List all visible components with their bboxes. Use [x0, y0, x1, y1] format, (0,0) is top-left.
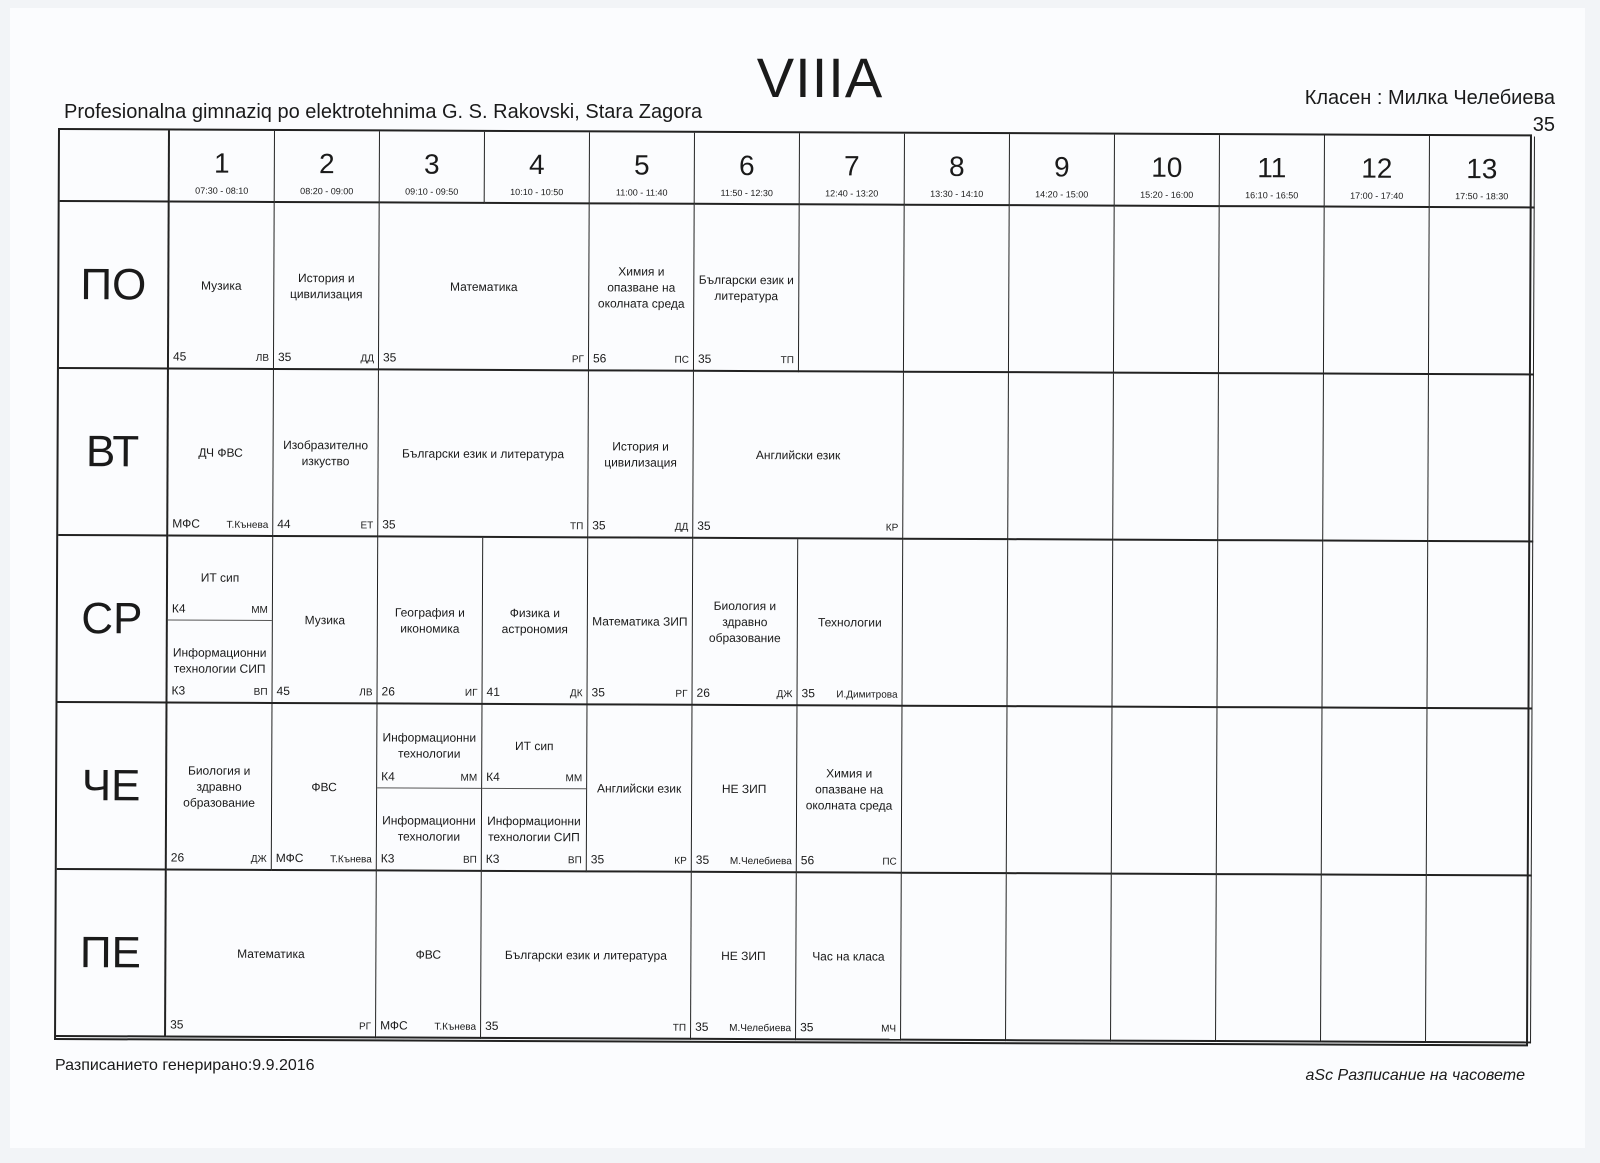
lesson-cell — [167, 703, 273, 870]
lesson-teacher: МЧ — [881, 1023, 897, 1035]
lesson-room: 35 — [800, 1020, 814, 1035]
empty-cell — [1112, 708, 1218, 875]
lesson-group-bottom — [482, 787, 586, 870]
period-time: 12:40 - 13:20 — [825, 188, 879, 199]
lesson-subject: Музика — [304, 612, 346, 627]
empty-cell — [1009, 206, 1115, 373]
empty-cell — [1218, 374, 1324, 541]
lesson-teacher: ДД — [674, 521, 689, 533]
period-header — [590, 132, 695, 204]
lesson-cell — [692, 706, 798, 873]
lesson-cell — [797, 539, 903, 706]
lesson-subject: ФВС — [311, 779, 337, 794]
lesson-cell — [274, 203, 380, 370]
lesson-cell — [376, 871, 482, 1038]
lesson-room: К3 — [171, 683, 186, 698]
lesson-teacher: РГ — [358, 1021, 372, 1033]
lesson-cell — [273, 370, 379, 537]
lesson-cell — [694, 205, 800, 372]
lesson-teacher: ВП — [462, 854, 477, 866]
lesson-cell — [169, 202, 275, 369]
lesson-cell — [482, 705, 588, 872]
period-header — [1220, 135, 1325, 207]
period-time: 16:10 - 16:50 — [1245, 190, 1299, 201]
empty-cell — [1219, 207, 1325, 374]
day-label: ЧЕ — [57, 703, 168, 870]
lesson-teacher: ЛВ — [255, 352, 270, 364]
lesson-subject: Химия и опазване на околната среда — [805, 765, 893, 813]
period-header — [695, 133, 800, 205]
period-number: 7 — [843, 150, 860, 182]
lesson-cell — [377, 704, 483, 871]
lesson-teacher: ЛВ — [359, 687, 373, 699]
empty-cell — [902, 540, 1008, 707]
lesson-teacher: И.Димитрова — [836, 689, 898, 701]
lesson-subject: ФВС — [415, 947, 442, 962]
period-time: 11:50 - 12:30 — [720, 187, 773, 199]
day-label: ПО — [59, 202, 170, 369]
lesson-teacher: Т.Кънева — [226, 519, 269, 531]
lesson-room: 35 — [592, 518, 606, 533]
empty-cell — [1426, 876, 1532, 1043]
lesson-subject: Информационни технологии — [382, 813, 476, 844]
lesson-teacher: КР — [885, 522, 899, 534]
period-number: 3 — [423, 148, 440, 180]
period-number: 11 — [1257, 152, 1287, 184]
lesson-cell — [693, 372, 904, 540]
period-header — [1115, 135, 1220, 207]
period-header — [170, 130, 275, 202]
lesson-room: 35 — [590, 852, 605, 867]
lesson-cell — [691, 873, 797, 1040]
generated-date: Разписанието генерирано:9.9.2016 — [55, 1057, 315, 1074]
period-number: 2 — [318, 148, 335, 180]
lesson-subject: Музика — [201, 278, 242, 293]
lesson-subject: Английски език — [755, 447, 841, 462]
empty-cell — [1007, 707, 1113, 874]
lesson-subject: Информационни технологии — [382, 730, 477, 762]
lesson-cell — [797, 706, 903, 873]
header-corner — [60, 130, 170, 202]
empty-cell — [902, 707, 1008, 874]
lesson-room: МФС — [172, 516, 200, 531]
lesson-subject: История и цивилизация — [604, 438, 677, 470]
period-time: 07:30 - 08:10 — [195, 185, 249, 196]
period-time: 17:00 - 17:40 — [1350, 190, 1404, 201]
lesson-subject: ИТ сип — [515, 739, 554, 754]
empty-cell — [1429, 208, 1535, 375]
empty-cell — [1323, 375, 1429, 542]
empty-cell — [1322, 542, 1428, 709]
lesson-cell — [379, 203, 590, 371]
empty-cell — [1112, 541, 1218, 708]
period-number: 10 — [1151, 151, 1183, 183]
lesson-teacher: ДД — [360, 353, 375, 365]
empty-cell — [1428, 375, 1534, 542]
period-time: 11:00 - 11:40 — [615, 187, 668, 198]
lesson-teacher: М.Челебиева — [729, 855, 792, 868]
lesson-room: 35 — [170, 1017, 184, 1032]
lesson-subject: Час на класа — [812, 948, 885, 964]
lesson-room: 35 — [695, 1019, 709, 1034]
lesson-room: 45 — [276, 683, 290, 699]
day-label: СР — [57, 536, 168, 703]
lesson-room: 45 — [172, 349, 187, 364]
lesson-teacher: РГ — [571, 354, 585, 366]
lesson-room: 35 — [697, 518, 711, 533]
period-number: 12 — [1361, 152, 1393, 184]
lesson-teacher: ММ — [565, 772, 583, 784]
lesson-cell — [692, 539, 798, 706]
lesson-cell — [378, 370, 589, 538]
lesson-teacher: ПС — [674, 354, 690, 366]
lesson-teacher: ММ — [460, 772, 478, 784]
period-number: 6 — [738, 149, 755, 182]
lesson-teacher: КР — [674, 855, 687, 867]
lesson-room: 35 — [697, 351, 712, 366]
lesson-group-bottom — [167, 619, 271, 702]
lesson-cell — [796, 873, 902, 1040]
period-time: 08:20 - 09:00 — [300, 186, 354, 197]
period-number: 1 — [213, 147, 230, 179]
lesson-subject: Информационни технологии СИП — [487, 813, 581, 845]
lesson-group-top — [482, 705, 586, 789]
software-credit: aSc Разписание на часовете — [1305, 1067, 1525, 1084]
period-header — [800, 133, 905, 205]
lesson-room: МФС — [275, 850, 304, 866]
period-header — [485, 132, 590, 204]
lesson-subject: Изобразително изкуство — [283, 437, 369, 468]
lesson-cell — [166, 870, 377, 1038]
lesson-subject: История и цивилизация — [289, 270, 363, 301]
lesson-subject: ДЧ ФВС — [198, 445, 243, 460]
lesson-subject: НЕ ЗИП — [721, 781, 767, 796]
empty-cell — [1111, 875, 1217, 1042]
lesson-room: 35 — [382, 517, 396, 532]
lesson-room: К3 — [380, 851, 395, 866]
lesson-cell — [587, 705, 693, 872]
lesson-subject: Технологии — [817, 614, 882, 630]
lesson-subject: Математика — [237, 946, 305, 961]
period-time: 14:20 - 15:00 — [1035, 189, 1089, 200]
empty-cell — [1114, 207, 1220, 374]
lesson-teacher: ММ — [251, 604, 268, 616]
empty-cell — [1006, 874, 1112, 1041]
lesson-subject: Български език и литература — [402, 446, 565, 461]
empty-cell — [1321, 876, 1427, 1043]
lesson-teacher: Т.Кънева — [434, 1021, 477, 1033]
lesson-teacher: ИГ — [464, 687, 478, 699]
period-number: 8 — [948, 150, 965, 182]
period-time: 13:30 - 14:10 — [930, 188, 984, 200]
lesson-teacher: РГ — [675, 688, 688, 700]
period-header — [380, 131, 485, 203]
period-number: 9 — [1053, 151, 1070, 183]
lesson-room: 56 — [592, 351, 607, 366]
lesson-teacher: ПС — [882, 856, 897, 868]
lesson-room: К4 — [171, 601, 186, 616]
empty-cell — [1217, 541, 1323, 708]
lesson-subject: Български език и литература — [698, 272, 794, 303]
empty-cell — [1216, 875, 1322, 1042]
empty-cell — [1008, 373, 1114, 540]
lesson-room: 41 — [486, 684, 500, 699]
lesson-teacher: ЕТ — [360, 520, 374, 532]
lesson-cell — [377, 537, 483, 704]
class-teacher: Класен : Милка Челебиева — [1304, 87, 1555, 109]
period-header — [1430, 136, 1535, 208]
lesson-cell — [482, 538, 588, 705]
lesson-teacher: ТП — [780, 355, 795, 367]
lesson-teacher: ВП — [567, 855, 582, 867]
empty-cell — [1217, 708, 1323, 875]
lesson-group-top — [377, 704, 481, 788]
lesson-teacher: ДЖ — [776, 689, 793, 701]
lesson-cell — [272, 704, 378, 871]
lesson-subject: Биология и здравно образование — [183, 763, 255, 810]
lesson-cell — [589, 204, 695, 371]
empty-cell — [904, 206, 1010, 373]
lesson-room: 26 — [381, 684, 395, 699]
lesson-teacher: ТП — [672, 1022, 687, 1034]
lesson-teacher: Т.Кънева — [330, 854, 372, 866]
lesson-subject: Физика и астрономия — [501, 605, 568, 636]
lesson-room: МФС — [380, 1018, 408, 1033]
home-room: 35 — [1532, 114, 1555, 136]
period-header — [905, 134, 1010, 206]
empty-cell — [1427, 542, 1533, 709]
empty-cell — [903, 373, 1009, 540]
lesson-room: 35 — [382, 350, 397, 365]
lesson-teacher: ДЖ — [250, 853, 267, 865]
lesson-room: 35 — [591, 685, 605, 700]
period-header — [1325, 136, 1430, 208]
lesson-cell — [272, 537, 378, 704]
lesson-cell — [587, 538, 693, 705]
lesson-subject: Химия и опазване на околната среда — [597, 263, 685, 311]
day-label: ПЕ — [56, 870, 167, 1037]
lesson-room: 35 — [695, 852, 710, 867]
lesson-subject: НЕ ЗИП — [721, 948, 766, 963]
lesson-subject: Български език и литература — [504, 947, 667, 963]
lesson-room: 26 — [170, 850, 185, 865]
lesson-subject: Математика — [449, 279, 518, 294]
lesson-room: К3 — [485, 851, 500, 866]
period-header — [275, 131, 380, 203]
lesson-group-bottom — [377, 787, 481, 870]
lesson-teacher: ВП — [253, 686, 268, 698]
lesson-cell — [167, 536, 273, 703]
period-number: 5 — [633, 149, 650, 181]
lesson-room: 35 — [277, 349, 292, 365]
lesson-cell — [481, 872, 692, 1040]
school-name: Profesionalna gimnaziq po elektrotehnima G. S. Rakovski, Stara Zagora — [64, 101, 703, 123]
lesson-room: 44 — [277, 516, 291, 532]
lesson-room: 26 — [696, 685, 710, 700]
empty-cell — [901, 874, 1007, 1041]
empty-cell — [1427, 709, 1533, 876]
lesson-room: 35 — [485, 1018, 499, 1033]
lesson-room: 35 — [801, 686, 815, 701]
lesson-room: К4 — [381, 768, 395, 783]
empty-cell — [799, 205, 905, 372]
lesson-subject: Математика ЗИП — [592, 613, 688, 629]
lesson-cell — [588, 371, 694, 538]
lesson-subject: География и икономика — [394, 604, 465, 636]
period-time: 09:10 - 09:50 — [405, 186, 459, 197]
period-number: 13 — [1466, 153, 1498, 185]
timetable-grid — [54, 128, 1532, 1046]
empty-cell — [1322, 709, 1428, 876]
period-time: 15:20 - 16:00 — [1140, 189, 1194, 200]
period-time: 10:10 - 10:50 — [510, 186, 564, 198]
empty-cell — [1007, 540, 1113, 707]
timetable-sheet — [10, 8, 1585, 1148]
lesson-room: К4 — [486, 769, 500, 784]
lesson-teacher: ТП — [569, 521, 584, 533]
lesson-group-top — [168, 536, 272, 620]
lesson-subject: ИТ сип — [200, 570, 240, 586]
lesson-subject: Информационни технологии СИП — [172, 645, 267, 676]
period-time: 17:50 - 18:30 — [1455, 191, 1509, 202]
lesson-cell — [168, 369, 274, 536]
period-number: 4 — [528, 149, 545, 181]
lesson-teacher: М.Челебиева — [729, 1022, 792, 1035]
lesson-room: 56 — [800, 853, 815, 868]
lesson-subject: Английски език — [596, 780, 682, 796]
lesson-teacher: ДК — [569, 688, 583, 700]
day-label: ВТ — [58, 369, 169, 536]
empty-cell — [1113, 374, 1219, 541]
lesson-subject: Биология и здравно образование — [708, 598, 781, 645]
empty-cell — [1324, 208, 1430, 375]
class-title: VIIIA — [756, 46, 884, 109]
period-header — [1010, 134, 1115, 206]
